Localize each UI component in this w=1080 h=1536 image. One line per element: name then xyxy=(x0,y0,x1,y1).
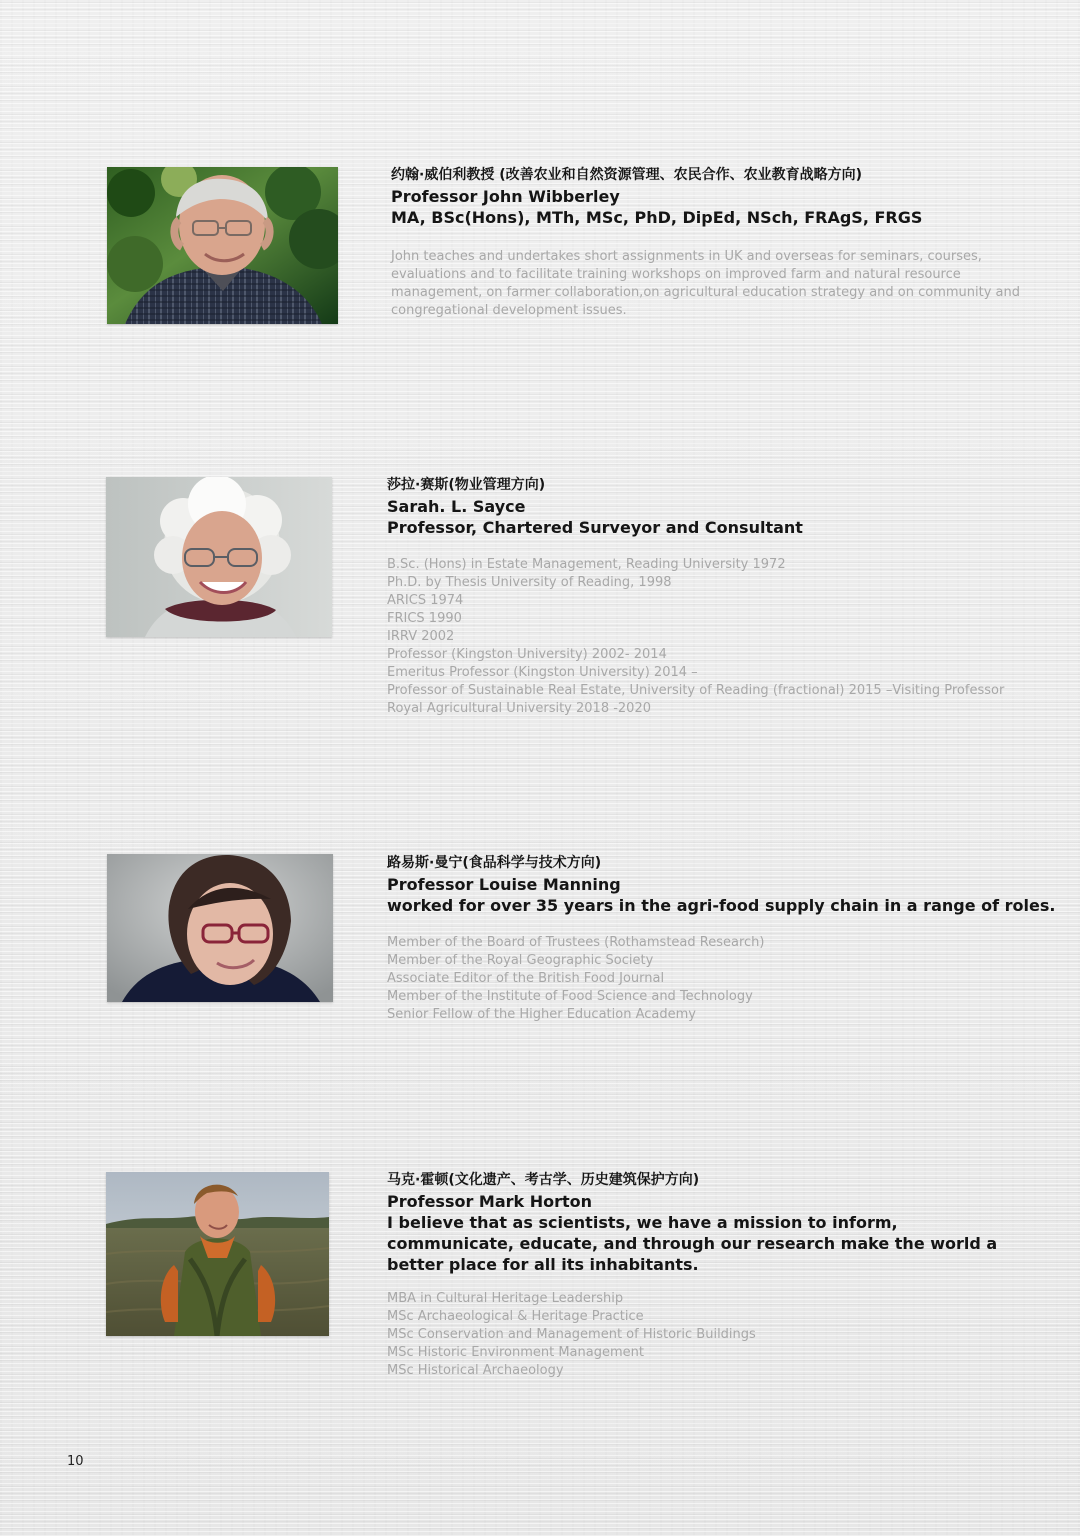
john-wibberley-chinese-title: 约翰·威伯利教授 (改善农业和自然资源管理、农民合作、农业教育战略方向) xyxy=(391,167,862,183)
credential-line: B.Sc. (Hons) in Estate Management, Reading University 1972 xyxy=(387,557,786,572)
credential-line: ARICS 1974 xyxy=(387,593,464,608)
credential-line: Professor of Sustainable Real Estate, University of Reading (fractional) 2015 –Visiting Professor xyxy=(387,683,1005,698)
credential-line: FRICS 1990 xyxy=(387,611,462,626)
sarah-sayce-role: Professor, Chartered Surveyor and Consultant xyxy=(387,518,803,537)
qualification-line: MSc Conservation and Management of Historic Buildings xyxy=(387,1327,756,1342)
credential-line: Professor (Kingston University) 2002- 2014 xyxy=(387,647,667,662)
sarah-sayce-chinese-title: 莎拉·赛斯(物业管理方向) xyxy=(387,477,546,493)
membership-line: Member of the Royal Geographic Society xyxy=(387,953,654,968)
mark-horton-photo xyxy=(106,1172,329,1336)
credential-line: Emeritus Professor (Kingston University) 2014 – xyxy=(387,665,698,680)
credential-line: Ph.D. by Thesis University of Reading, 1998 xyxy=(387,575,672,590)
sarah-sayce-name: Sarah. L. Sayce xyxy=(387,497,526,516)
mark-horton-qualifications xyxy=(387,1290,1037,1380)
page-number: 10 xyxy=(67,1454,84,1469)
membership-line: Member of the Board of Trustees (Rothamstead Research) xyxy=(387,935,765,950)
qualification-line: MBA in Cultural Heritage Leadership xyxy=(387,1291,624,1306)
john-wibberley-name: Professor John Wibberley xyxy=(391,187,620,206)
qualification-line: MSc Historic Environment Management xyxy=(387,1345,644,1360)
mark-horton-statement: I believe that as scientists, we have a mission to inform, communicate, educate, and through our research make the world a better place for all its inhabitants. xyxy=(387,1213,998,1274)
mark-horton-chinese-title: 马克·霍顿(文化遗产、考古学、历史建筑保护方向) xyxy=(387,1172,700,1188)
qualification-line: MSc Archaeological & Heritage Practice xyxy=(387,1309,644,1324)
membership-line: Associate Editor of the British Food Journal xyxy=(387,971,665,986)
mark-horton-name: Professor Mark Horton xyxy=(387,1192,593,1211)
mark-horton-text xyxy=(387,1170,1037,1380)
membership-line: Senior Fellow of the Higher Education Academy xyxy=(387,1007,696,1022)
membership-line: Member of the Institute of Food Science and Technology xyxy=(387,989,753,1004)
louise-manning-chinese-title: 路易斯·曼宁(食品科学与技术方向) xyxy=(387,855,602,871)
louise-manning-name: Professor Louise Manning xyxy=(387,875,621,894)
credential-line: Royal Agricultural University 2018 -2020 xyxy=(387,701,651,716)
credential-line: IRRV 2002 xyxy=(387,629,455,644)
qualification-line: MSc Historical Archaeology xyxy=(387,1363,564,1378)
louise-manning-summary: worked for over 35 years in the agri-food supply chain in a range of roles. xyxy=(387,896,1056,915)
john-wibberley-qualifications: MA, BSc(Hons), MTh, MSc, PhD, DipEd, NSch, FRAgS, FRGS xyxy=(391,208,923,227)
john-wibberley-description: John teaches and undertakes short assignments in UK and overseas for seminars, courses, evaluations and to facilitate training workshops on improved farm and natural resource management, on farmer collaboration,on agricultural education strategy and on community and congregational development issues. xyxy=(391,249,1021,318)
